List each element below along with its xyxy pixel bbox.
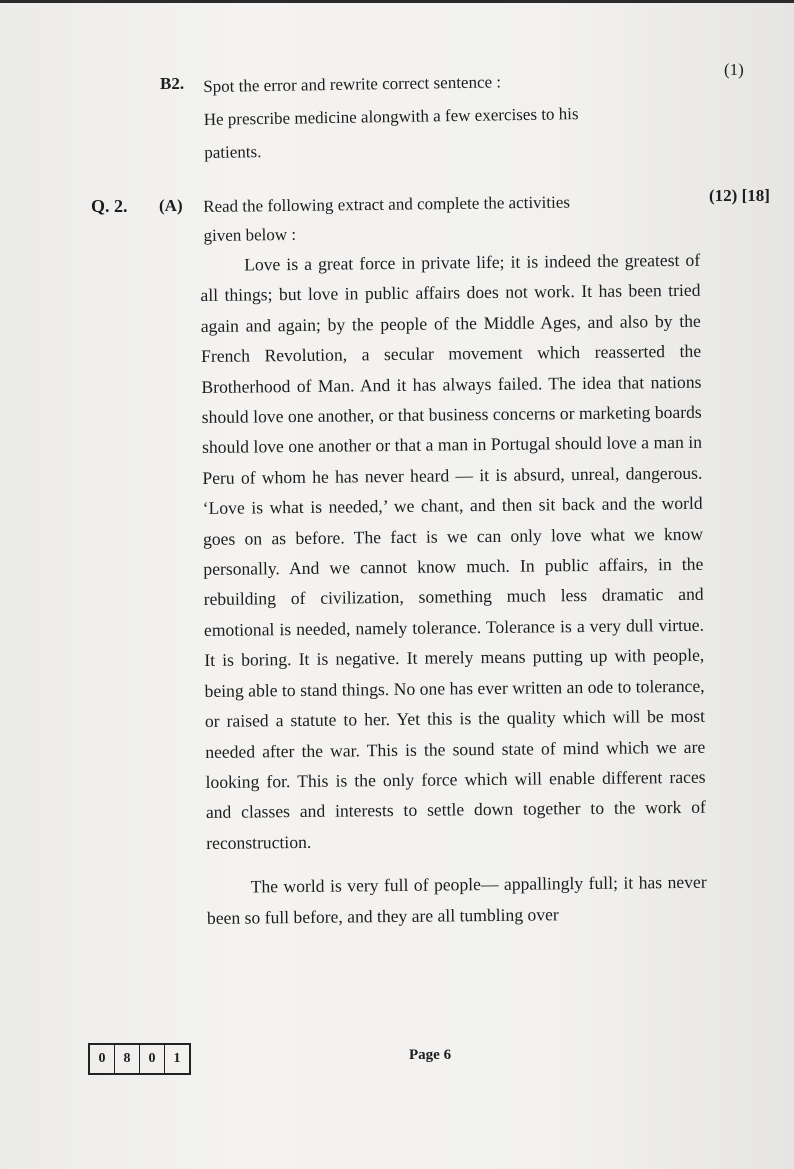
paper-code-box bbox=[88, 1043, 191, 1075]
instruction-line-1: Read the following extract and complete the activities bbox=[203, 192, 571, 216]
b2-line-2: He prescribe medicine alongwith a few exercises to his bbox=[203, 104, 579, 129]
top-edge bbox=[0, 0, 794, 3]
question-b2-text bbox=[203, 62, 684, 169]
page-number: Page 6 bbox=[409, 1047, 452, 1063]
b2-line-1: Spot the error and rewrite correct sentence : bbox=[203, 72, 502, 96]
passage-paragraph-1: Love is a great force in private life; it is indeed the greatest of all things; but love in public affairs does not work. It has been tried again and again; by the people of the Middle Ages, and also by the French Revolution, a secular movement which reasserted the Brotherhood of Man. And it has always failed. The idea that nations should love one another, or that business concerns or marketing boards should love one another or that a man in Portugal should love a man in Peru of whom he has never heard — it is absurd, unreal, dangerous. ‘Love is what is needed,’ we chant, and then sit back and the world goes on as before. The fact is we can only love what we know personally. And we cannot know much. In public affairs, in the rebuilding of civilization, something much less dramatic and emotional is needed, namely tolerance. Tolerance is a very dull virtue. It is boring. It is negative. It merely means putting up with people, being able to stand things. No one has ever written an ode to tolerance, or raised a statute to her. Yet this is the quality which will be most needed after the war. This is the sound state of mind which we are looking for. This is the only force which will enable different races and classes and interests to settle down together to the work of reconstruction. bbox=[200, 249, 706, 853]
question-2-sub-label: (A) bbox=[159, 196, 183, 215]
instruction-line-2: given below : bbox=[203, 224, 297, 245]
question-2-marks: (12) [18] bbox=[709, 186, 770, 205]
b2-line-3: patients. bbox=[204, 142, 262, 162]
code-digit: 0 bbox=[90, 1045, 115, 1073]
passage-paragraph-2: The world is very full of people— appallingly full; it has never been so full before, and they are all tumbling over bbox=[206, 871, 707, 928]
question-2-instruction bbox=[203, 186, 674, 250]
b2-marks: (1) bbox=[724, 60, 744, 79]
reading-passage bbox=[200, 245, 707, 933]
code-digit: 1 bbox=[173, 1051, 181, 1066]
code-digit: 0 bbox=[140, 1045, 165, 1073]
code-digit: 8 bbox=[115, 1045, 140, 1073]
question-2-label: Q. 2. bbox=[91, 196, 128, 216]
question-b2-label: B2. bbox=[160, 74, 185, 93]
